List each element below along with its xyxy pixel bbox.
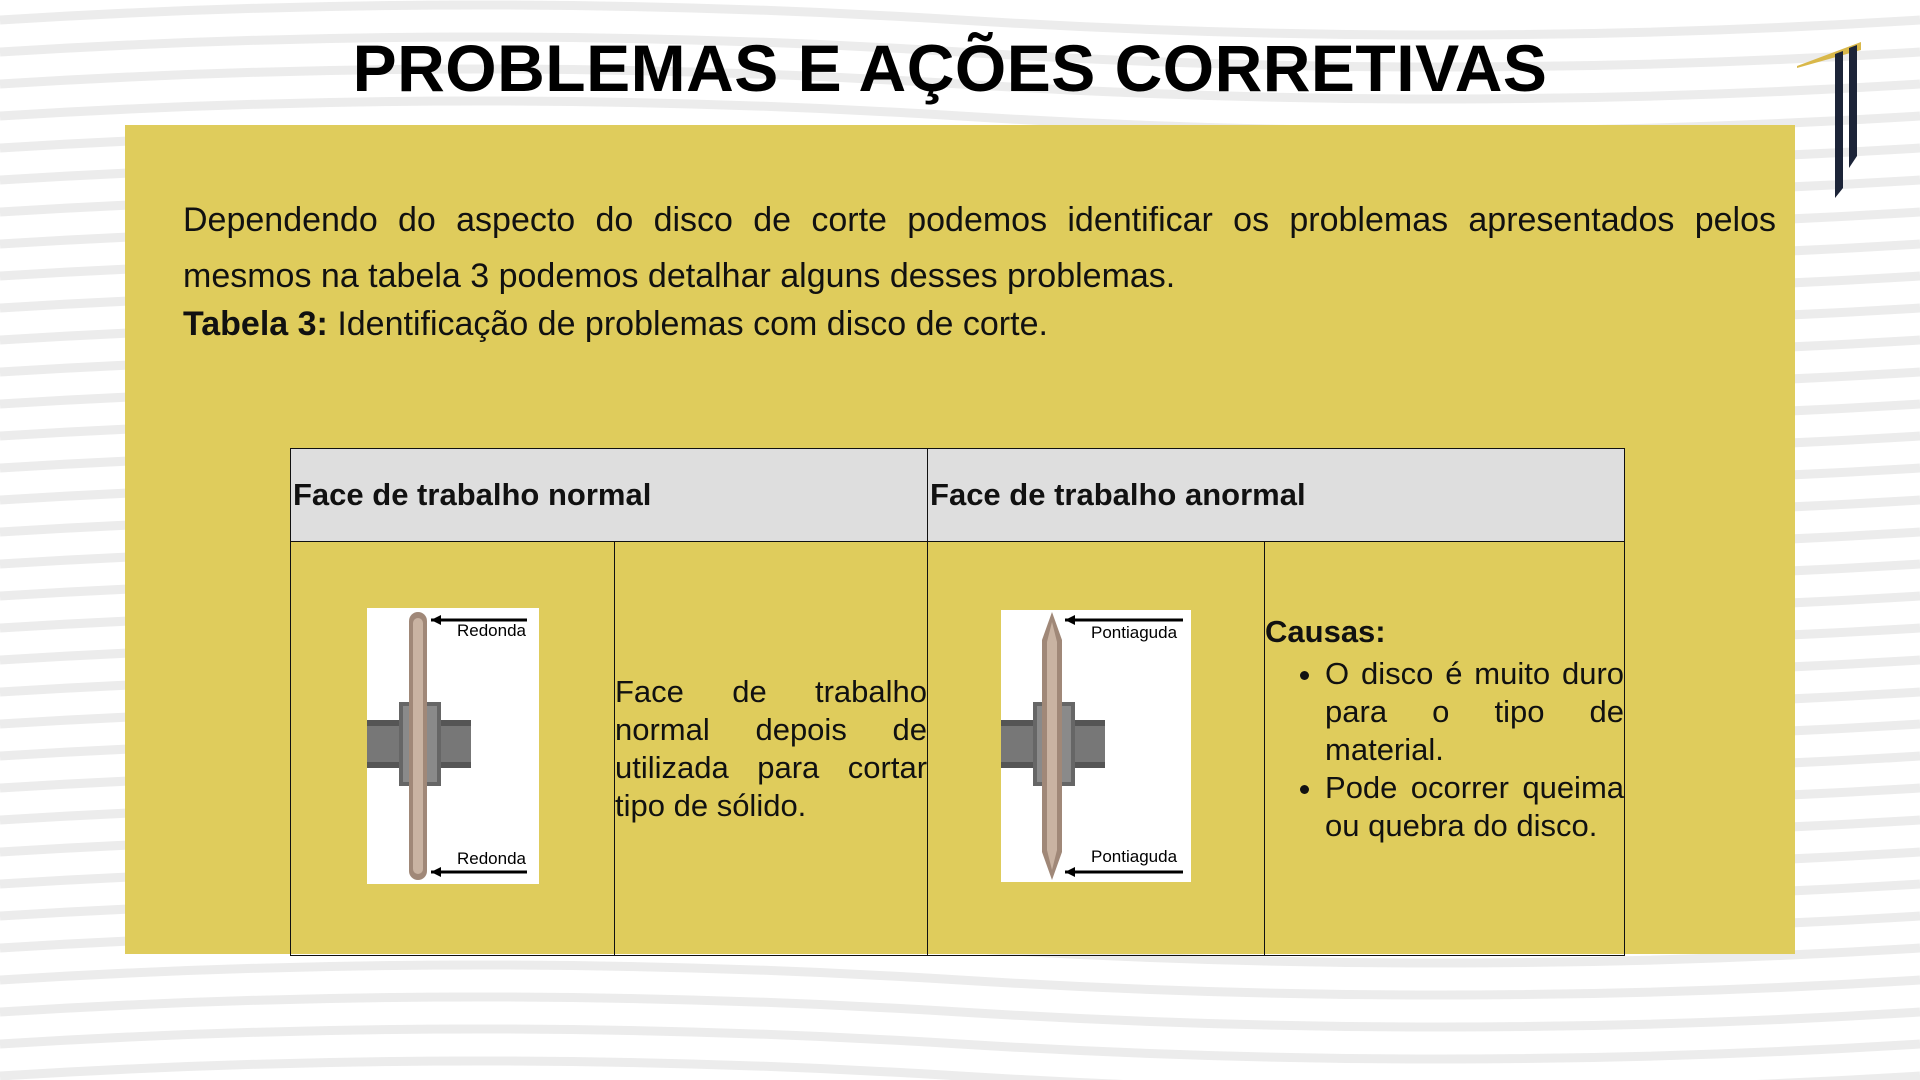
- normal-description: Face de trabalho normal depois de utilizada para cortar tipo de sólido.: [615, 542, 928, 956]
- label-pontiaguda-top: Pontiaguda: [1091, 623, 1178, 642]
- pointed-disc-illustration: [1001, 610, 1191, 882]
- page-title: PROBLEMAS E AÇÕES CORRETIVAS: [352, 31, 1548, 105]
- problems-table: [290, 448, 1625, 956]
- cause-item: • Pode ocorrer queima ou quebra do disco.: [1325, 769, 1624, 845]
- causes-list: [1265, 655, 1624, 845]
- label-redonda-top: Redonda: [456, 621, 526, 640]
- header-normal: Face de trabalho normal: [291, 449, 928, 542]
- logo-icon: [1795, 38, 1865, 228]
- causes-title: Causas:: [1265, 613, 1386, 649]
- abnormal-disc-cell: [928, 542, 1265, 956]
- normal-disc-cell: [291, 542, 615, 956]
- abnormal-causes-cell: [1265, 542, 1625, 956]
- intro-paragraph: Dependendo do aspecto do disco de corte podemos identificar os problemas apresentados pelos mesmos na tabela 3 podemos detalhar alguns desses problemas.: [183, 201, 1776, 295]
- label-redonda-bottom: Redonda: [456, 849, 526, 868]
- caption-label: Tabela 3:: [183, 305, 328, 343]
- header-abnormal: Face de trabalho anormal: [928, 449, 1625, 542]
- caption-text: Identificação de problemas com disco de corte.: [327, 305, 1048, 343]
- cause-item: • O disco é muito duro para o tipo de material.: [1325, 655, 1624, 769]
- table-caption: [183, 298, 1048, 350]
- rounded-disc-illustration: [367, 608, 539, 884]
- label-pontiaguda-bottom: Pontiaguda: [1091, 847, 1178, 866]
